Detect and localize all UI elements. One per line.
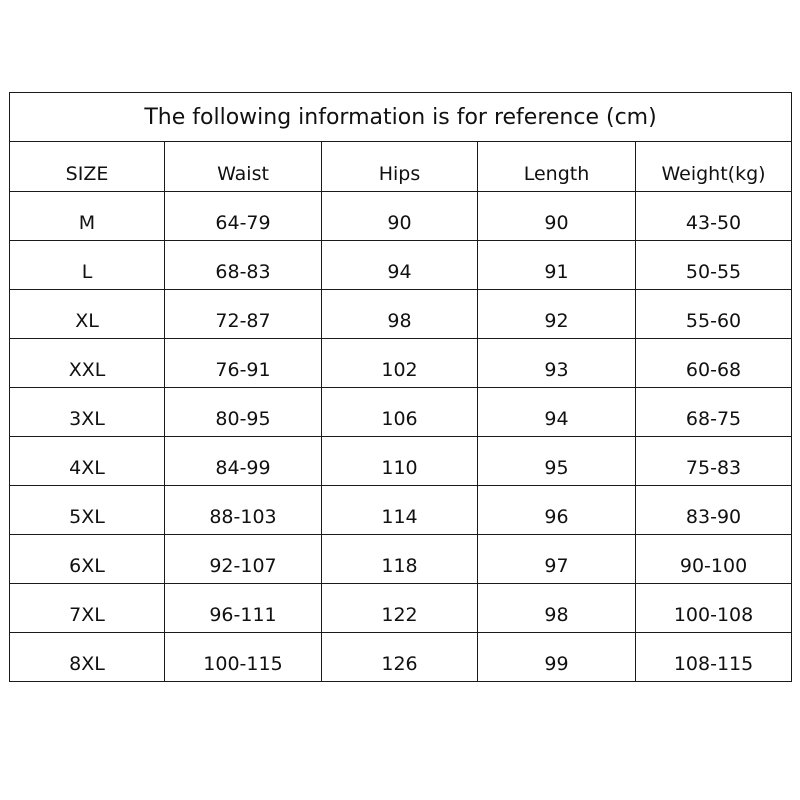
- cell-waist: [165, 388, 322, 437]
- cell-value: 94: [544, 408, 569, 430]
- cell-waist: [165, 486, 322, 535]
- table-row: [10, 192, 792, 241]
- cell-size: [10, 584, 165, 633]
- cell-value: 98: [544, 604, 569, 626]
- cell-value: 90-100: [679, 555, 748, 577]
- cell-value: 91: [544, 261, 569, 283]
- cell-size: [10, 241, 165, 290]
- table-row: [10, 437, 792, 486]
- cell-value: 90: [387, 212, 412, 234]
- cell-hips: [322, 290, 478, 339]
- cell-value: 114: [381, 506, 418, 528]
- cell-length: [478, 290, 636, 339]
- cell-value: 8XL: [69, 653, 105, 675]
- cell-weight: [636, 192, 792, 241]
- table-header-row: [10, 142, 792, 192]
- cell-waist: [165, 584, 322, 633]
- cell-length: [478, 535, 636, 584]
- cell-value: 96: [544, 506, 569, 528]
- cell-value: 110: [381, 457, 418, 479]
- cell-value: 96-111: [209, 604, 277, 626]
- cell-value: M: [78, 212, 96, 234]
- table-row: [10, 584, 792, 633]
- table-title-row: [10, 93, 792, 142]
- cell-value: 76-91: [215, 359, 271, 381]
- table-row: [10, 486, 792, 535]
- cell-length: [478, 584, 636, 633]
- cell-value: 60-68: [685, 359, 742, 381]
- cell-value: 98: [387, 310, 412, 332]
- column-header-waist: Waist: [165, 142, 322, 192]
- table-row: [10, 388, 792, 437]
- cell-value: 106: [381, 408, 418, 430]
- cell-length: [478, 486, 636, 535]
- cell-value: 118: [381, 555, 418, 577]
- cell-hips: [322, 486, 478, 535]
- cell-value: L: [81, 261, 93, 283]
- cell-length: [478, 388, 636, 437]
- cell-value: 93: [544, 359, 569, 381]
- cell-size: [10, 486, 165, 535]
- cell-hips: [322, 339, 478, 388]
- cell-size: [10, 633, 165, 682]
- cell-value: 68-75: [685, 408, 742, 430]
- cell-value: 99: [544, 653, 569, 675]
- cell-hips: [322, 633, 478, 682]
- cell-size: [10, 192, 165, 241]
- cell-length: [478, 192, 636, 241]
- cell-hips: [322, 241, 478, 290]
- cell-length: [478, 633, 636, 682]
- cell-weight: [636, 290, 792, 339]
- cell-value: 94: [387, 261, 412, 283]
- cell-weight: [636, 339, 792, 388]
- cell-value: 64-79: [215, 212, 271, 234]
- cell-size: [10, 339, 165, 388]
- cell-value: 80-95: [215, 408, 271, 430]
- cell-size: [10, 388, 165, 437]
- column-header-size: SIZE: [10, 142, 165, 192]
- cell-waist: [165, 339, 322, 388]
- cell-length: [478, 437, 636, 486]
- cell-length: [478, 241, 636, 290]
- cell-weight: [636, 584, 792, 633]
- cell-value: 75-83: [685, 457, 742, 479]
- cell-value: 72-87: [215, 310, 271, 332]
- cell-waist: [165, 633, 322, 682]
- cell-weight: [636, 633, 792, 682]
- table-row: [10, 290, 792, 339]
- cell-value: 126: [381, 653, 418, 675]
- cell-value: 55-60: [685, 310, 742, 332]
- cell-value: 68-83: [215, 261, 271, 283]
- cell-value: 3XL: [69, 408, 105, 430]
- cell-hips: [322, 388, 478, 437]
- column-header-hips: Hips: [322, 142, 478, 192]
- cell-size: [10, 290, 165, 339]
- cell-value: 43-50: [685, 212, 742, 234]
- cell-value: 100-115: [203, 653, 283, 675]
- column-header-weight: Weight(kg): [636, 142, 792, 192]
- size-chart-table: [9, 92, 792, 682]
- table-row: [10, 535, 792, 584]
- cell-value: 5XL: [69, 506, 105, 528]
- cell-value: 84-99: [215, 457, 271, 479]
- table-row: [10, 241, 792, 290]
- cell-value: 6XL: [69, 555, 105, 577]
- cell-value: 122: [381, 604, 418, 626]
- cell-hips: [322, 535, 478, 584]
- cell-weight: [636, 437, 792, 486]
- cell-waist: [165, 437, 322, 486]
- cell-value: 4XL: [69, 457, 105, 479]
- cell-weight: [636, 241, 792, 290]
- cell-value: XL: [75, 310, 99, 332]
- cell-hips: [322, 192, 478, 241]
- cell-value: 90: [544, 212, 569, 234]
- cell-value: 102: [381, 359, 418, 381]
- cell-length: [478, 339, 636, 388]
- table-row: [10, 339, 792, 388]
- cell-size: [10, 437, 165, 486]
- cell-value: 100-108: [673, 604, 754, 626]
- cell-value: 83-90: [685, 506, 742, 528]
- cell-weight: [636, 486, 792, 535]
- cell-weight: [636, 535, 792, 584]
- cell-value: 95: [544, 457, 569, 479]
- cell-waist: [165, 241, 322, 290]
- cell-weight: [636, 388, 792, 437]
- cell-value: 97: [544, 555, 569, 577]
- column-header-length: Length: [478, 142, 636, 192]
- cell-value: 92: [544, 310, 569, 332]
- cell-waist: [165, 290, 322, 339]
- cell-value: 7XL: [69, 604, 105, 626]
- cell-value: 50-55: [685, 261, 742, 283]
- cell-value: 108-115: [673, 653, 754, 675]
- table-title: The following information is for reference (cm): [10, 93, 792, 142]
- cell-size: [10, 535, 165, 584]
- cell-value: 92-107: [209, 555, 277, 577]
- cell-value: 88-103: [209, 506, 277, 528]
- cell-hips: [322, 584, 478, 633]
- cell-waist: [165, 192, 322, 241]
- cell-hips: [322, 437, 478, 486]
- cell-value: XXL: [68, 359, 106, 381]
- cell-waist: [165, 535, 322, 584]
- table-row: [10, 633, 792, 682]
